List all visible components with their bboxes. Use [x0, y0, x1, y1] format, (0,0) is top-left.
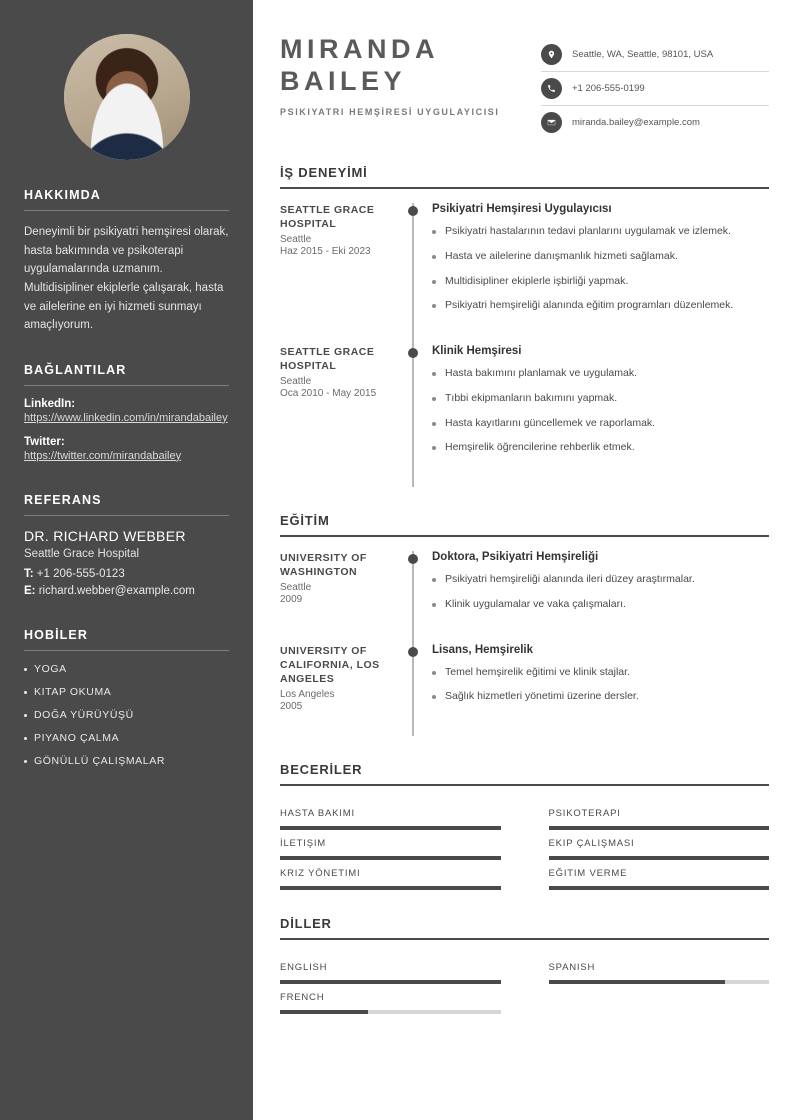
main-content: [253, 0, 794, 1120]
job-role: PSIKIYATRI HEMŞİRESİ UYGULAYICISI: [280, 106, 500, 117]
contact-row-email: [541, 106, 769, 139]
link-label: LinkedIn:: [24, 397, 76, 410]
contact-location: Seattle, WA, Seattle, 98101, USA: [572, 49, 714, 60]
entry-location: Seattle: [280, 234, 312, 246]
language-bar-fill: [549, 980, 725, 984]
language-item: [280, 954, 501, 984]
entry-dates: 2009: [280, 594, 303, 606]
skill-label: KRIZ YÖNETIMI: [280, 868, 361, 879]
skill-item: [280, 860, 501, 890]
experience-entry: [280, 345, 769, 487]
entry-bullet: Psikiyatri hemşireliği alanında eğitim programları düzenlemek.: [432, 298, 769, 314]
about-section: [24, 188, 229, 335]
reference-phone-label: T:: [24, 567, 34, 580]
entry-location: Seattle: [280, 376, 312, 388]
languages-section: [280, 916, 769, 1014]
language-bar: [549, 980, 770, 984]
list-item: PIYANO ÇALMA: [24, 732, 229, 744]
entry-dates: Haz 2015 - Eki 2023: [280, 246, 371, 258]
twitter-link[interactable]: https://twitter.com/mirandabailey: [24, 449, 182, 462]
entry-body: [412, 551, 769, 644]
about-text: Deneyimli bir psikiyatri hemşiresi olarak, hasta bakımında ve psikoterapi uygulamalarında uzmanım. Multidisipliner ekiplerle çalışarak, hasta ve ailelerine en iyi hizmeti sunmayı amaçlıyorum.: [24, 226, 229, 332]
hobbies-heading: HOBİLER: [24, 628, 229, 651]
list-item: DOĞA YÜRÜYÜŞÜ: [24, 709, 229, 721]
entry-meta: [280, 551, 412, 644]
skills-section: [280, 762, 769, 890]
resume-header: [280, 34, 769, 139]
list-item: YOGA: [24, 663, 229, 675]
entry-meta: [280, 345, 412, 487]
links-section: [24, 363, 229, 465]
list-item: KITAP OKUMA: [24, 686, 229, 698]
entry-bullet: Sağlık hizmetleri yönetimi üzerine dersler.: [432, 689, 769, 705]
contact-phone: +1 206-555-0199: [572, 83, 645, 94]
language-label: FRENCH: [280, 992, 325, 1003]
skill-bar-fill: [280, 886, 501, 890]
phone-icon: [541, 78, 562, 99]
skills-grid: [280, 800, 769, 890]
about-heading: HAKKIMDA: [24, 188, 229, 211]
education-entry: [280, 551, 769, 644]
skill-label: EKIP ÇALIŞMASI: [548, 838, 635, 849]
entry-bullet: Psikiyatri hastalarının tedavi planlarını uygulamak ve izlemek.: [432, 224, 769, 240]
education-entry: [280, 644, 769, 737]
links-heading: BAĞLANTILAR: [24, 363, 229, 386]
entry-org: SEATTLE GRACE HOSPITAL: [280, 204, 375, 231]
education-section: [280, 513, 769, 736]
education-heading: EĞİTİM: [280, 513, 769, 537]
entry-location: Los Angeles: [280, 689, 335, 701]
skill-bar-fill: [549, 886, 770, 890]
reference-heading: REFERANS: [24, 493, 229, 516]
entry-meta: [280, 644, 412, 737]
entry-degree: Doktora, Psikiyatri Hemşireliği: [432, 551, 599, 563]
contact-row-phone: [541, 72, 769, 106]
reference-phone: +1 206-555-0123: [36, 567, 125, 580]
skill-item: [280, 830, 501, 860]
skill-label: EĞITIM VERME: [548, 868, 628, 879]
entry-bullet: Klinik uygulamalar ve vaka çalışmaları.: [432, 597, 769, 613]
entry-bullet: Multidisipliner ekiplerle işbirliği yapmak.: [432, 274, 769, 290]
entry-bullet: Hasta bakımını planlamak ve uygulamak.: [432, 366, 769, 382]
entry-dates: Oca 2010 - May 2015: [280, 388, 377, 400]
email-icon: [541, 112, 562, 133]
link-item: [24, 398, 229, 427]
entry-org: UNIVERSITY OF CALIFORNIA, LOS ANGELES: [280, 644, 380, 685]
entry-bullet: Hasta kayıtlarını güncellemek ve raporlamak.: [432, 416, 769, 432]
entry-position: Klinik Hemşiresi: [432, 345, 522, 357]
reference-email-label: E:: [24, 584, 36, 597]
reference-email-row: [24, 583, 229, 600]
language-item: [549, 954, 770, 984]
page-title: MIRANDA: [280, 34, 439, 64]
skill-item: [549, 860, 770, 890]
skill-item: [549, 830, 770, 860]
sidebar: [0, 0, 253, 1120]
skill-label: İLETIŞIM: [280, 838, 326, 849]
skill-label: PSIKOTERAPI: [548, 808, 621, 819]
skill-label: HASTA BAKIMI: [280, 808, 355, 819]
entry-dates: 2005: [280, 701, 303, 713]
location-icon: [541, 44, 562, 65]
entry-bullet: Temel hemşirelik eğitimi ve klinik stajlar.: [432, 665, 769, 681]
entry-position: Psikiyatri Hemşiresi Uygulayıcısı: [432, 203, 612, 215]
avatar-image: [64, 34, 190, 160]
contact-email: miranda.bailey@example.com: [572, 117, 700, 128]
entry-body: [412, 644, 769, 737]
reference-phone-row: [24, 566, 229, 583]
skill-bar: [280, 886, 501, 890]
list-item: GÖNÜLLÜ ÇALIŞMALAR: [24, 755, 229, 767]
language-item: [280, 984, 501, 1014]
linkedin-link[interactable]: https://www.linkedin.com/in/mirandabailey: [24, 411, 228, 424]
reference-section: [24, 493, 229, 601]
link-item: [24, 436, 229, 465]
experience-section: [280, 165, 769, 487]
experience-heading: İŞ DENEYİMİ: [280, 165, 769, 189]
entry-org: UNIVERSITY OF WASHINGTON: [280, 552, 367, 579]
entry-bullet: Hasta ve ailelerine danışmanlık hizmeti sağlamak.: [432, 249, 769, 265]
entry-bullet: Hemşirelik öğrencilerine rehberlik etmek.: [432, 440, 769, 456]
language-bar: [280, 1010, 501, 1014]
entry-body: [412, 345, 769, 487]
language-label: SPANISH: [548, 962, 596, 973]
reference-name: DR. RICHARD WEBBER: [24, 527, 186, 544]
languages-grid: [280, 954, 769, 1014]
reference-org: Seattle Grace Hospital: [24, 547, 140, 560]
skill-item: [280, 800, 501, 830]
language-label: ENGLISH: [280, 962, 328, 973]
avatar: [64, 34, 190, 160]
experience-entry: [280, 203, 769, 345]
skill-bar: [549, 886, 770, 890]
skill-item: [549, 800, 770, 830]
entry-bullet: Psikiyatri hemşireliği alanında ileri düzey araştırmalar.: [432, 572, 769, 588]
skills-heading: BECERİLER: [280, 762, 769, 786]
entry-body: [412, 203, 769, 345]
entry-bullet: Tıbbi ekipmanların bakımını yapmak.: [432, 391, 769, 407]
entry-meta: [280, 203, 412, 345]
languages-heading: DİLLER: [280, 916, 769, 940]
name-block: [280, 34, 500, 139]
contact-list: [541, 34, 769, 139]
reference-email: richard.webber@example.com: [38, 584, 195, 597]
entry-degree: Lisans, Hemşirelik: [432, 643, 533, 656]
entry-org: SEATTLE GRACE HOSPITAL: [280, 346, 375, 373]
entry-location: Seattle: [280, 582, 312, 594]
page-title-last: BAILEY: [280, 65, 407, 96]
contact-row-location: [541, 38, 769, 72]
hobbies-section: [24, 628, 229, 767]
language-bar-fill: [280, 1010, 368, 1014]
link-label: Twitter:: [24, 435, 65, 448]
